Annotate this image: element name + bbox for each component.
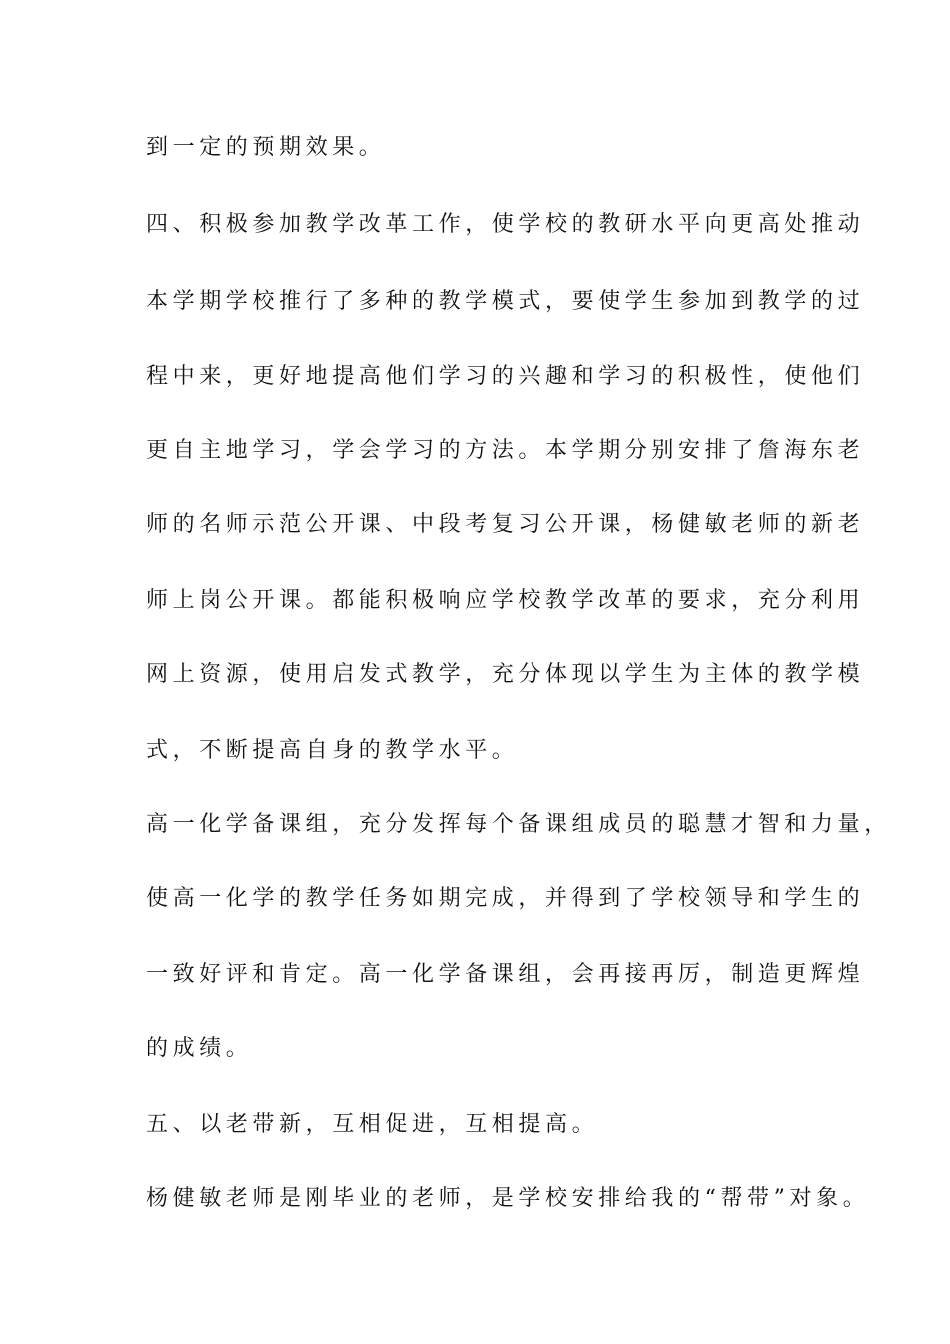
text-line: 高一化学备课组，充分发挥每个备课组成员的聪慧才智和力量， <box>146 812 891 837</box>
text-line: 到一定的预期效果。 <box>146 135 386 160</box>
text-line: 师的名师示范公开课、中段考复习公开课，杨健敏老师的新老 <box>146 512 865 537</box>
text-line: 的成绩。 <box>146 1036 253 1061</box>
text-line: 程中来，更好地提高他们学习的兴趣和学习的积极性，使他们 <box>146 364 865 389</box>
text-line: 网上资源，使用启发式教学，充分体现以学生为主体的教学模 <box>146 662 865 687</box>
text-line: 师上岗公开课。都能积极响应学校教学改革的要求，充分利用 <box>146 588 865 613</box>
text-line: 使高一化学的教学任务如期完成，并得到了学校领导和学生的 <box>146 886 865 911</box>
text-line: 式，不断提高自身的教学水平。 <box>146 738 519 763</box>
text-line: 一致好评和肯定。高一化学备课组，会再接再厉，制造更辉煌 <box>146 962 865 987</box>
section-heading: 四、积极参加教学改革工作，使学校的教研水平向更高处推动 <box>146 212 865 237</box>
text-line: 更自主地学习，学会学习的方法。本学期分别安排了詹海东老 <box>146 438 865 463</box>
section-heading: 五、以老带新，互相促进，互相提高。 <box>146 1112 599 1137</box>
text-line: 杨健敏老师是刚毕业的老师，是学校安排给我的“帮带”对象。 <box>146 1186 870 1211</box>
text-line: 本学期学校推行了多种的教学模式，要使学生参加到教学的过 <box>146 289 865 314</box>
